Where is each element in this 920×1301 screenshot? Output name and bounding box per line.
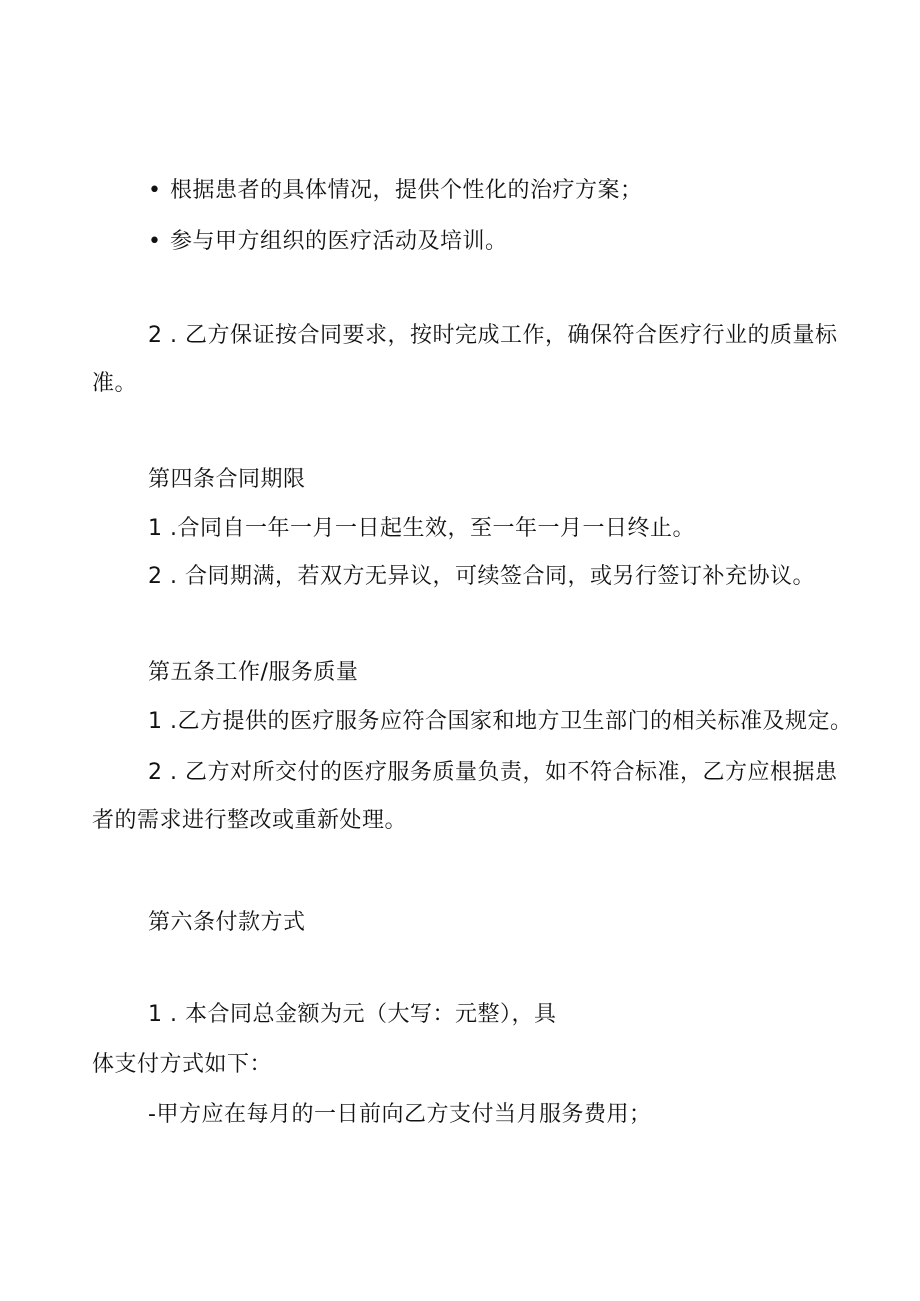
article-heading: 第六条付款方式 xyxy=(148,910,306,935)
article-item: 者的需求进行整改或重新处理。 xyxy=(92,808,408,833)
bullet-marker: • xyxy=(148,229,162,254)
article-item: 1 .乙方提供的医疗服务应符合国家和地方卫生部门的相关标准及规定。 xyxy=(148,709,853,734)
article-item: 1 .合同自一年一月一日起生效，至一年一月一日终止。 xyxy=(148,516,695,541)
clause-paragraph-line: 2 . 乙方保证按合同要求，按时完成工作，确保符合医疗行业的质量标 xyxy=(148,323,838,348)
article-heading: 第四条合同期限 xyxy=(148,467,306,492)
bullet-marker: • xyxy=(148,178,162,203)
bullet-item xyxy=(148,176,643,206)
article-item: 2 . 合同期满，若双方无异议，可续签合同，或另行签订补充协议。 xyxy=(148,564,815,589)
article-item: -甲方应在每月的一日前向乙方支付当月服务费用； xyxy=(148,1102,652,1127)
bullet-item xyxy=(148,227,508,257)
bullet-text: 根据患者的具体情况，提供个性化的治疗方案； xyxy=(170,178,643,203)
article-item: 1 . 本合同总金额为元（大写：元整），具 xyxy=(148,1002,557,1027)
article-item: 2 . 乙方对所交付的医疗服务质量负责，如不符合标准，乙方应根据患 xyxy=(148,760,838,785)
clause-paragraph-line: 准。 xyxy=(92,371,138,396)
article-item: 体支付方式如下： xyxy=(92,1052,273,1077)
article-heading: 第五条工作/服务质量 xyxy=(148,660,359,685)
bullet-text: 参与甲方组织的医疗活动及培训。 xyxy=(170,229,508,254)
